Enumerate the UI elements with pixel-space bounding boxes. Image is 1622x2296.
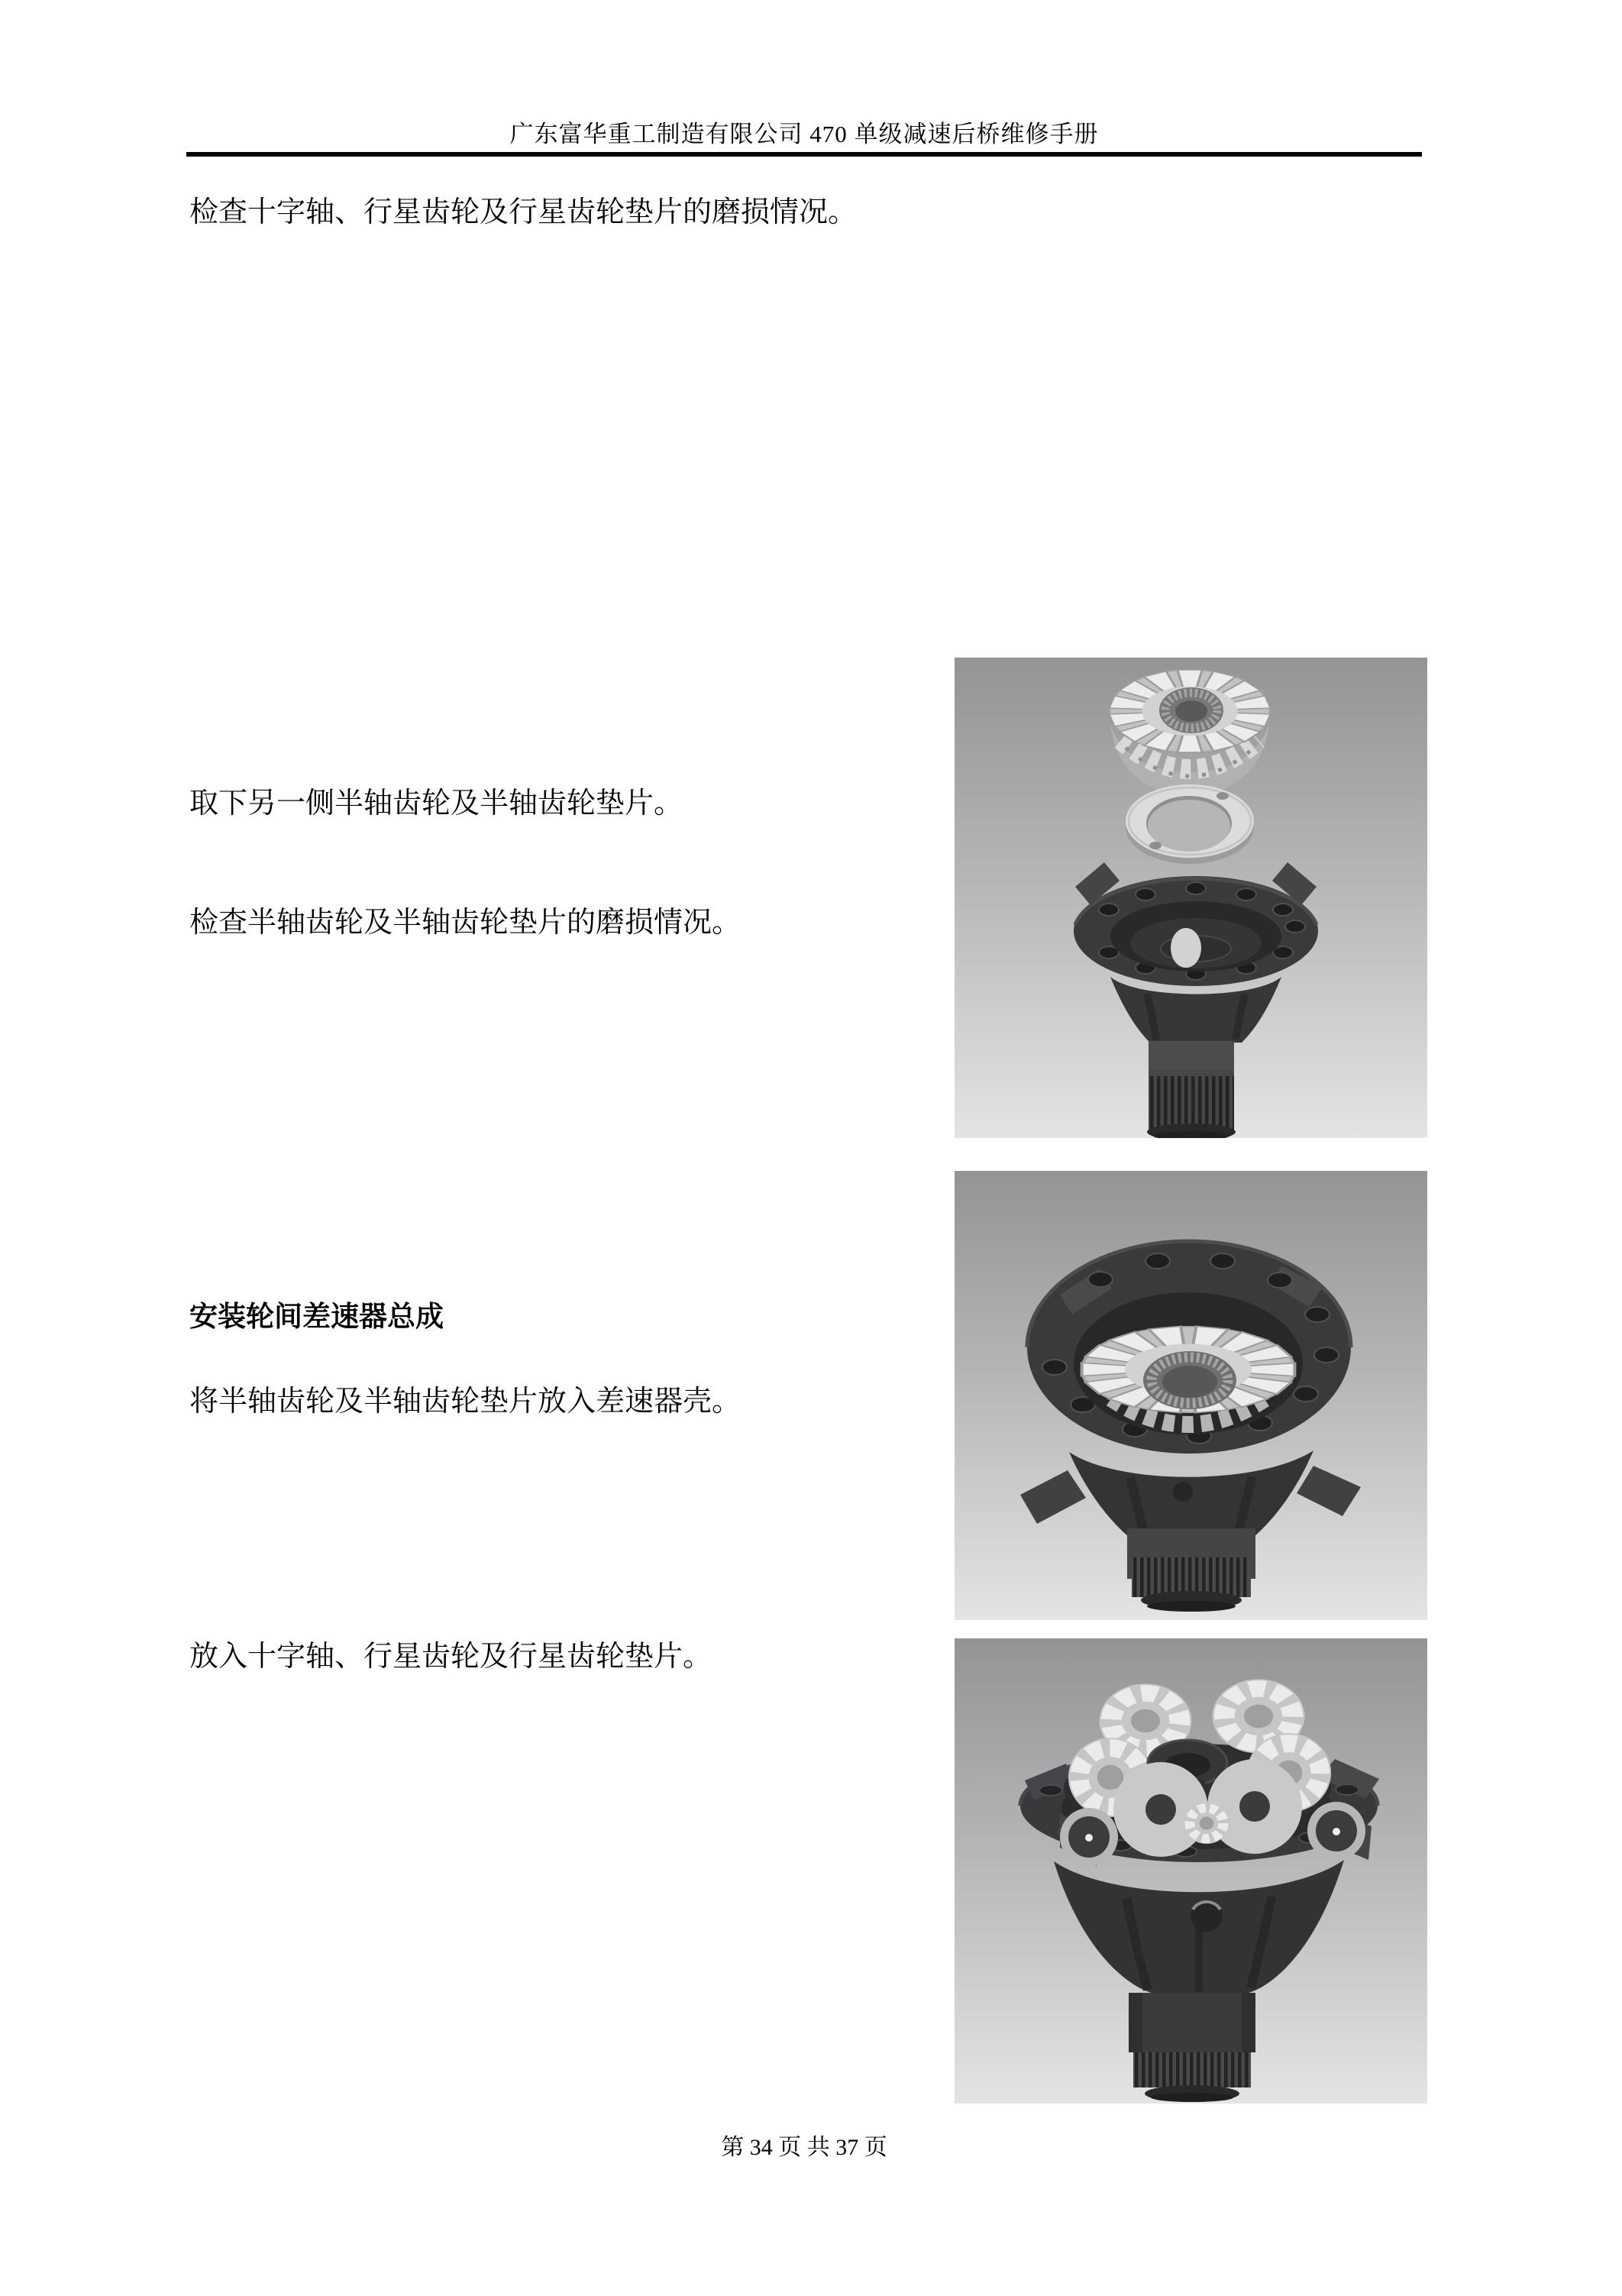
figure-exploded-side-gear-washer-case <box>955 658 1427 1138</box>
case-body <box>1069 1450 1313 1612</box>
thrust-washer <box>1126 784 1254 864</box>
step-remove-side-gear-text <box>189 704 741 1022</box>
step-remove-side-gear-line1: 取下另一侧半轴齿轮及半轴齿轮垫片。 <box>189 787 683 820</box>
step-remove-side-gear-line2: 检查半轴齿轮及半轴齿轮垫片的磨损情况。 <box>189 907 742 939</box>
figure-spider-planet-gears-in-case <box>955 1638 1427 2104</box>
figure-side-gear-in-case <box>955 1171 1427 1620</box>
splined-hub <box>1147 1041 1236 1138</box>
differential-case-half <box>1074 862 1318 1138</box>
axle-window-hole <box>1171 928 1201 968</box>
page-number-indicator: 第 34 页 共 37 页 <box>721 2135 887 2160</box>
header-rule <box>186 152 1422 157</box>
figure-2-illustration <box>955 1171 1427 1620</box>
page-header-title: 广东富华重工制造有限公司 470 单级减速后桥维修手册 <box>509 121 1099 147</box>
splined-hub <box>1129 1993 1255 2102</box>
step-place-spider-text: 放入十字轴、行星齿轮及行星齿轮垫片。 <box>189 1641 712 1673</box>
splined-hub <box>1127 1528 1255 1612</box>
side-gear <box>1109 670 1271 795</box>
lock-pin-hole <box>1173 1482 1193 1502</box>
section-heading-install-diff: 安装轮间差速器总成 <box>189 1301 444 1332</box>
figure-3-illustration <box>955 1638 1427 2104</box>
step-place-side-gear-text: 将半轴齿轮及半轴齿轮垫片放入差速器壳。 <box>189 1386 742 1418</box>
figure-1-illustration <box>955 658 1427 1138</box>
case-body <box>1054 1860 1344 2102</box>
step-check-spider-text: 检查十字轴、行星齿轮及行星齿轮垫片的磨损情况。 <box>189 196 858 228</box>
